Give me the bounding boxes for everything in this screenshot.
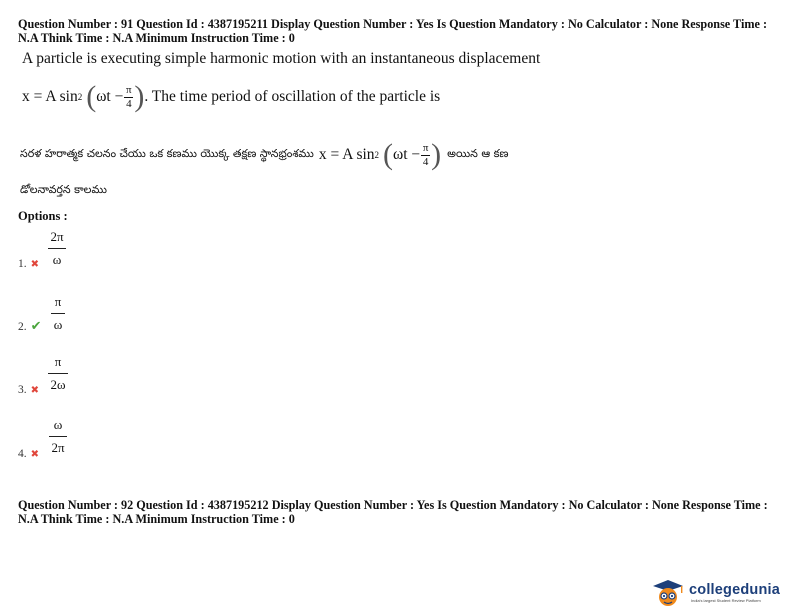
question-equation-en	[22, 82, 440, 112]
question-91-meta	[18, 18, 778, 45]
option-3-denominator: 2ω	[50, 377, 66, 392]
equation-arg: ωt −	[96, 88, 124, 105]
question-92-meta-line1: Question Number : 92 Question Id : 4387195212 Display Question Number : Yes Is Question Mandatory : No Calculator : None Response Time :	[18, 498, 768, 512]
question-text-en-line2: . The time period of oscillation of the particle is	[144, 88, 441, 105]
option-1-fraction	[48, 230, 66, 267]
equation-te-lhs: x = A sin	[318, 146, 375, 163]
question-91-meta-line2: N.A Think Time : N.A Minimum Instruction Time : 0	[18, 30, 295, 45]
option-2[interactable]	[18, 319, 42, 334]
equation-lhs: x = A sin	[22, 88, 78, 105]
logo-tagline: India's largest Student Review Platform	[691, 598, 761, 603]
option-2-fraction	[51, 295, 65, 332]
paren-open: (	[86, 80, 97, 113]
option-4-number: 4.	[18, 448, 27, 460]
option-1-number: 1.	[18, 258, 27, 270]
option-3[interactable]	[18, 384, 39, 396]
collegedunia-logo	[651, 578, 780, 608]
question-text-te-line2: అయిన ఆ కణ	[447, 147, 509, 160]
option-3-numerator: π	[54, 354, 62, 369]
option-3-fraction	[48, 355, 68, 392]
correct-check-icon: ✔	[30, 319, 42, 334]
wrong-mark-icon: ✖	[30, 384, 40, 396]
wrong-mark-icon: ✖	[30, 448, 40, 460]
question-92-meta-line2: N.A Think Time : N.A Minimum Instruction Time : 0	[18, 511, 295, 526]
equation-te-exponent: 2	[374, 150, 380, 160]
option-1[interactable]	[18, 258, 39, 270]
option-2-denominator: ω	[53, 317, 63, 332]
question-91-meta-line1: Question Number : 91 Question Id : 4387195211 Display Question Number : Yes Is Question Mandatory : No Calculator : None Response Time :	[18, 17, 768, 31]
equation-fraction	[124, 85, 133, 110]
question-92-meta	[18, 499, 778, 526]
option-1-numerator: 2π	[50, 229, 64, 244]
option-4[interactable]	[18, 448, 39, 460]
logo-name: collegedunia	[689, 582, 781, 598]
equation-te-arg: ωt −	[393, 146, 421, 163]
equation-te-fraction-num: π	[422, 141, 429, 154]
option-3-number: 3.	[18, 384, 27, 396]
equation-fraction-num: π	[126, 83, 132, 96]
graduate-mascot-icon	[651, 578, 685, 608]
option-4-denominator: 2π	[51, 440, 65, 455]
option-2-numerator: π	[54, 294, 62, 309]
equation-exponent: 2	[77, 92, 83, 102]
equation-te	[319, 140, 441, 170]
paren-open-te: (	[383, 138, 394, 171]
question-text-en-line1: A particle is executing simple harmonic motion with an instantaneous displacement	[22, 50, 541, 67]
question-equation-te	[20, 140, 508, 170]
question-text-te-line1: సరళ హరాత్మక చలనం చేయు ఒక కణము యొక్క తక్షణ స్థానభ్రంశము	[20, 147, 314, 160]
question-text-te-line3: డోలనావర్తన కాలము	[20, 183, 107, 196]
equation-te-fraction	[421, 143, 430, 168]
paren-close: )	[134, 80, 145, 113]
option-1-denominator: ω	[52, 252, 62, 267]
option-4-fraction	[49, 418, 67, 455]
logo-text	[689, 583, 780, 603]
option-2-number: 2.	[18, 320, 27, 333]
equation-fraction-den: 4	[126, 97, 132, 110]
equation-te-fraction-den: 4	[422, 155, 429, 168]
option-4-numerator: ω	[53, 417, 63, 432]
wrong-mark-icon: ✖	[30, 258, 40, 270]
options-label: Options :	[18, 209, 68, 223]
paren-close-te: )	[431, 138, 442, 171]
